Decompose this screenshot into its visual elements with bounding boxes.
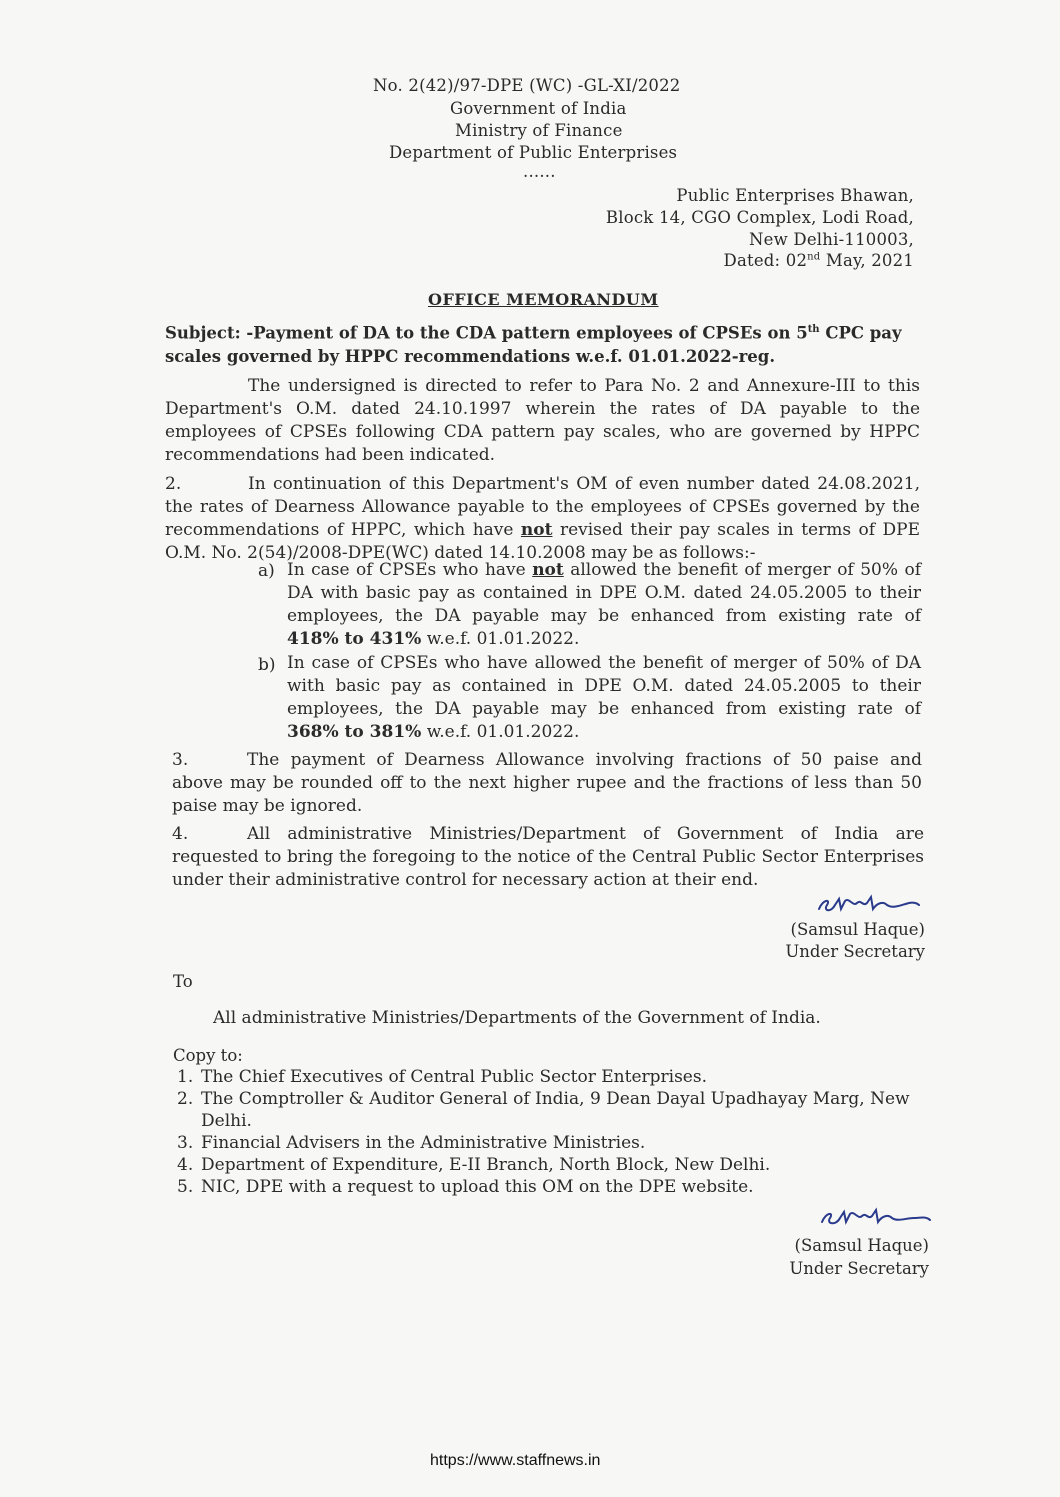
subject-line-1: Subject: -Payment of DA to the CDA pattern employees of CPSEs on 5th CPC pay [165,323,902,343]
to-label: To [173,972,193,991]
paragraph-line: under their administrative control for necessary action at their end. [172,870,759,890]
item-line: In case of CPSEs who have allowed the benefit of merger of 50% of DA [287,653,921,673]
item-b [287,652,921,744]
signatory-designation-2: Under Secretary [789,1259,929,1278]
list-item: 2. The Comptroller & Auditor General of India, 9 Dean Dayal Upadhayay Marg, New [177,1089,910,1109]
footer-url[interactable]: https://www.staffnews.in [430,1452,601,1469]
header-dots: ...... [523,162,556,181]
emphasis-not: not [532,560,564,580]
signatory-designation-1: Under Secretary [785,942,925,961]
paragraph-line: recommendations of HPPC, which have not revised their pay scales in terms of DPE [165,520,920,540]
address-line-3: New Delhi-110003, [749,230,914,249]
list-item: 1. The Chief Executives of Central Public Sector Enterprises. [177,1067,707,1087]
memorandum-title: OFFICE MEMORANDUM [428,290,659,309]
paragraph-3 [172,749,922,818]
item-line: DA with basic pay as contained in DPE O.M. dated 24.05.2005 to their [287,583,921,603]
item-a [287,559,921,651]
date-line [724,251,914,270]
list-item: 5. NIC, DPE with a request to upload this OM on the DPE website. [177,1177,754,1197]
copy-to-label: Copy to: [173,1046,243,1065]
address-line-2: Block 14, CGO Complex, Lodi Road, [605,208,914,227]
item-line: employees, the DA payable may be enhanced from existing rate of [287,699,921,719]
paragraph-number: 2. [165,474,182,494]
signatory-name-2: (Samsul Haque) [794,1236,929,1255]
emphasis-not: not [520,520,553,540]
date-suffix: May, 2021 [820,251,914,270]
item-line: 418% to 431% w.e.f. 01.01.2022. [287,629,580,649]
item-a-label: a) [258,561,275,581]
list-item: 3. Financial Advisers in the Administrative Ministries. [177,1133,646,1153]
list-item: 4. Department of Expenditure, E-II Branch, North Block, New Delhi. [177,1155,771,1175]
paragraph-line: employees of CPSEs following CDA pattern pay scales, who are governed by HPPC [165,422,920,442]
copy-list [177,1066,910,1198]
paragraph-line: 4. All administrative Ministries/Department of Government of India are [172,824,924,844]
to-recipient: All administrative Ministries/Departments of the Government of India. [213,1008,821,1028]
reference-number: No. 2(42)/97-DPE (WC) -GL-XI/2022 [373,76,681,95]
paragraph-line: paise may be ignored. [172,796,363,816]
paragraph-line: Department's O.M. dated 24.10.1997 wherein the rates of DA payable to the [165,399,920,419]
item-b-label: b) [258,655,276,675]
signature-image-2 [818,1202,934,1230]
date-prefix: Dated: 02 [723,251,808,270]
paragraph-line: 3. The payment of Dearness Allowance involving fractions of 50 paise and [172,750,922,770]
paragraph-line: requested to bring the foregoing to the notice of the Central Public Sector Enterprises [172,847,924,867]
paragraph-line: the rates of Dearness Allowance payable to the employees of CPSEs governed by the [165,497,920,517]
department-name: Department of Public Enterprises [389,143,678,162]
government-name: Government of India [450,99,627,118]
date-superscript: nd [807,251,821,263]
subject-line-2: scales governed by HPPC recommendations w.e.f. 01.01.2022-reg. [165,346,776,366]
paragraph-line: The undersigned is directed to refer to Para No. 2 and Annexure-III to this [248,376,920,396]
paragraph-2 [165,473,920,565]
paragraph-line: O.M. No. 2(54)/2008-DPE(WC) dated 14.10.2008 may be as follows:- [165,543,756,563]
item-line: In case of CPSEs who have not allowed the benefit of merger of 50% of [287,560,921,580]
item-line: with basic pay as contained in DPE O.M. dated 24.05.2005 to their [287,676,921,696]
item-line: 368% to 381% w.e.f. 01.01.2022. [287,722,580,742]
rate-change: 418% to 431% [287,629,422,649]
signature-image-1 [815,891,923,917]
paragraph-number: 4. [172,824,189,844]
item-line: employees, the DA payable may be enhanced from existing rate of [287,606,921,626]
subject-block [165,318,902,368]
paragraph-line: 2. In continuation of this Department's OM of even number dated 24.08.2021, [165,474,920,494]
paragraph-1 [165,375,920,467]
address-line-1: Public Enterprises Bhawan, [676,186,914,205]
list-item-continuation: Delhi. [201,1111,252,1131]
paragraph-line: above may be rounded off to the next higher rupee and the fractions of less than 50 [172,773,922,793]
signatory-name-1: (Samsul Haque) [790,920,925,939]
rate-change: 368% to 381% [287,722,422,742]
paragraph-number: 3. [172,750,189,770]
paragraph-line: recommendations had been indicated. [165,445,496,465]
ministry-name: Ministry of Finance [455,121,623,140]
paragraph-4 [172,823,924,892]
